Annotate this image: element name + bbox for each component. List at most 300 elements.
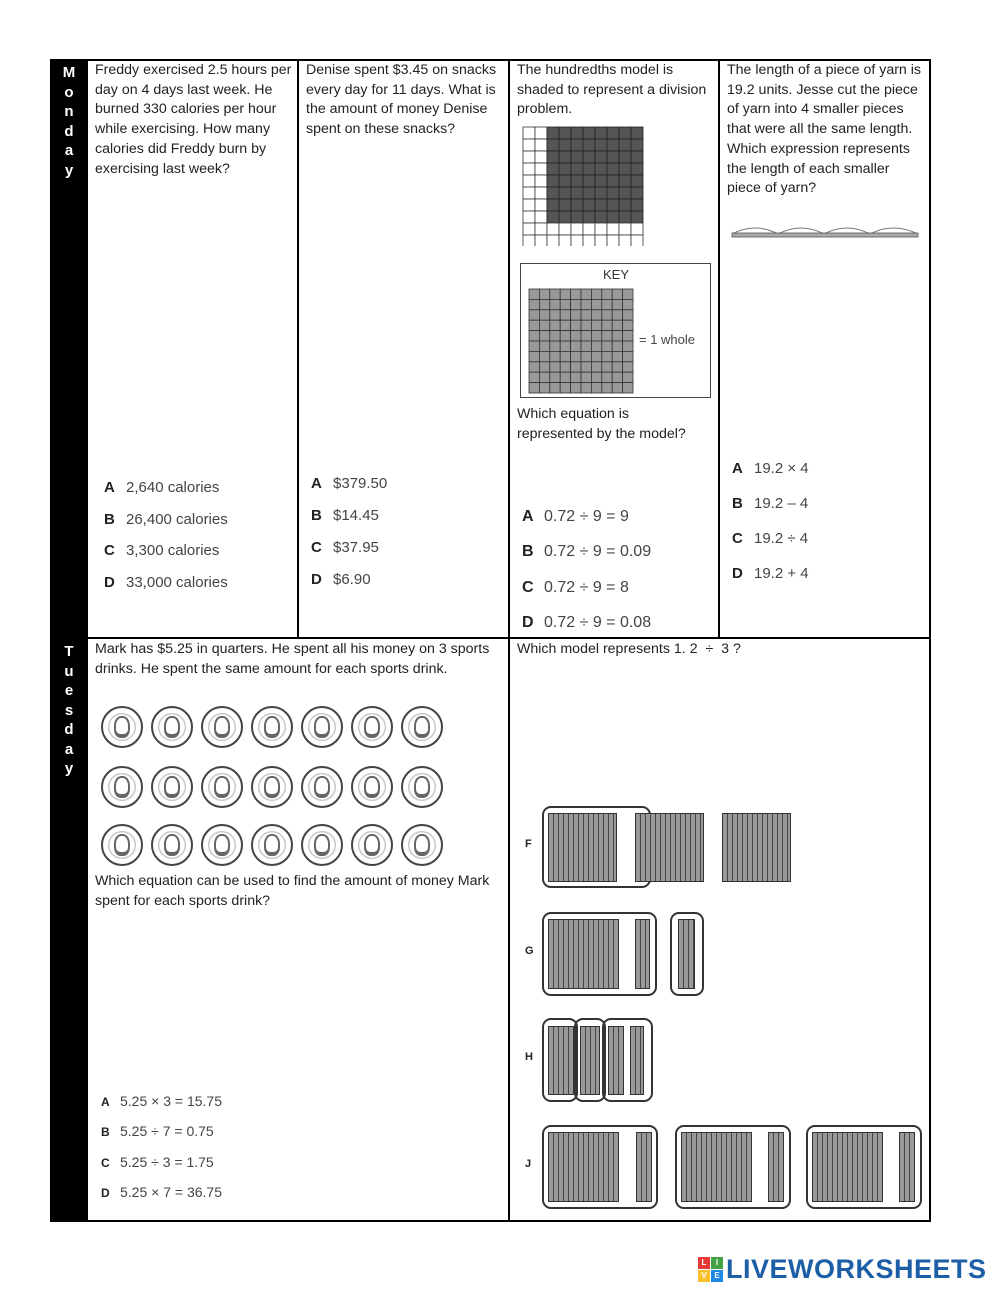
grid-cell <box>591 341 601 351</box>
grid-cell <box>523 139 535 151</box>
grid-cell <box>619 223 631 235</box>
grid-cell <box>559 175 571 187</box>
grid-cell <box>595 163 607 175</box>
grid-cell <box>607 151 619 163</box>
grid-cell <box>535 139 547 151</box>
grid-cell <box>631 211 643 223</box>
quarter-coin <box>251 766 293 808</box>
logo-badge <box>698 1257 724 1283</box>
tuesday-q2-text: Which model represents 1. 2 ÷ 3 ? <box>517 641 741 657</box>
option-b[interactable]: B $14.45 <box>311 507 379 524</box>
yarn-diagram <box>730 220 922 240</box>
base-ten-flat <box>681 1132 752 1202</box>
grid-cell <box>547 223 559 235</box>
quarter-coin <box>301 824 343 866</box>
hundredths-model-grid <box>522 126 644 246</box>
logo-badge-square: I <box>711 1257 723 1269</box>
monday-day-label <box>50 60 88 638</box>
grid-cell <box>550 320 560 330</box>
base-ten-rod <box>580 1026 600 1095</box>
grid-cell <box>571 310 581 320</box>
key-label: = 1 whole <box>639 332 696 347</box>
grid-cell <box>535 223 547 235</box>
grid-cell <box>560 331 570 341</box>
grid-cell <box>559 187 571 199</box>
grid-cell <box>571 320 581 330</box>
grid-cell <box>602 310 612 320</box>
grid-cell <box>529 351 539 361</box>
quarter-coin <box>351 824 393 866</box>
grid-cell <box>560 289 570 299</box>
grid-cell <box>619 151 631 163</box>
quarter-coin <box>201 824 243 866</box>
grid-cell <box>631 187 643 199</box>
base-ten-rod <box>636 1132 652 1202</box>
day-letter: u <box>64 662 74 680</box>
grid-cell <box>623 331 633 341</box>
grid-cell <box>571 211 583 223</box>
grid-cell <box>571 175 583 187</box>
grid-cell <box>602 351 612 361</box>
grid-cell <box>523 199 535 211</box>
base-ten-rod <box>678 919 695 989</box>
day-letter: o <box>64 83 74 101</box>
base-ten-flat <box>548 813 617 882</box>
logo-badge-square: L <box>698 1257 710 1269</box>
quarter-coin <box>201 766 243 808</box>
base-ten-rod <box>899 1132 915 1202</box>
grid-cell <box>560 383 570 393</box>
grid-cell <box>602 372 612 382</box>
option-c[interactable]: C 0.72 ÷ 9 = 8 <box>522 579 629 596</box>
grid-cell <box>595 235 607 246</box>
base-ten-flat <box>548 919 619 989</box>
grid-cell <box>539 372 549 382</box>
monday-q2-text: Denise spent $3.45 on snacks every day for 11 days. What is the amount of money Denise spent on these snacks? <box>306 62 497 138</box>
day-letter: s <box>64 701 74 719</box>
grid-cell <box>571 362 581 372</box>
option-a[interactable]: A 0.72 ÷ 9 = 9 <box>522 508 629 525</box>
base-ten-rod <box>630 1026 644 1095</box>
option-b[interactable]: B 26,400 calories <box>104 511 228 528</box>
grid-cell <box>535 175 547 187</box>
grid-cell <box>547 175 559 187</box>
grid-cell <box>607 127 619 139</box>
grid-cell <box>607 187 619 199</box>
grid-cell <box>581 299 591 309</box>
grid-cell <box>595 151 607 163</box>
grid-cell <box>550 383 560 393</box>
grid-cell <box>539 299 549 309</box>
grid-cell <box>607 163 619 175</box>
grid-cell <box>571 372 581 382</box>
base-ten-rod <box>635 919 650 989</box>
model-f-label: F <box>525 838 532 850</box>
option-c[interactable]: C 3,300 calories <box>104 542 220 559</box>
grid-cell <box>560 299 570 309</box>
grid-cell <box>581 289 591 299</box>
grid-cell <box>631 127 643 139</box>
base-ten-flat <box>635 813 704 882</box>
grid-cell <box>547 139 559 151</box>
base-ten-rod <box>548 1026 574 1095</box>
grid-cell <box>623 372 633 382</box>
day-letter: d <box>64 721 74 738</box>
grid-cell <box>631 235 643 246</box>
grid-cell <box>560 351 570 361</box>
grid-cell <box>591 372 601 382</box>
grid-cell <box>595 223 607 235</box>
grid-cell <box>581 331 591 341</box>
base-ten-flat <box>722 813 791 882</box>
grid-cell <box>619 175 631 187</box>
grid-cell <box>571 199 583 211</box>
grid-cell <box>539 383 549 393</box>
grid-cell <box>595 127 607 139</box>
option-a[interactable]: A 5.25 × 3 = 15.75 <box>101 1093 222 1109</box>
grid-cell <box>612 289 622 299</box>
model-h-label: H <box>525 1051 533 1063</box>
grid-cell <box>595 175 607 187</box>
grid-cell <box>529 299 539 309</box>
grid-cell <box>591 362 601 372</box>
grid-cell <box>539 341 549 351</box>
grid-cell <box>539 320 549 330</box>
grid-cell <box>571 223 583 235</box>
base-ten-rod <box>608 1026 624 1095</box>
grid-cell <box>529 383 539 393</box>
grid-cell <box>631 199 643 211</box>
grid-cell <box>560 341 570 351</box>
grid-cell <box>571 299 581 309</box>
grid-cell <box>583 211 595 223</box>
grid-cell <box>571 187 583 199</box>
option-a[interactable]: A $379.50 <box>311 475 388 492</box>
grid-cell <box>581 341 591 351</box>
tuesday-q1-text: Mark has $5.25 in quarters. He spent all his money on 3 sports drinks. He spent the same amount for each sports drink. <box>95 641 490 677</box>
grid-cell <box>612 299 622 309</box>
grid-cell <box>602 341 612 351</box>
quarter-coin <box>151 766 193 808</box>
option-a[interactable]: A 19.2 × 4 <box>732 460 809 477</box>
grid-cell <box>591 383 601 393</box>
key-title: KEY <box>602 267 629 282</box>
grid-cell <box>583 127 595 139</box>
option-a[interactable]: A 2,640 calories <box>104 479 220 496</box>
logo-text: LIVEWORKSHEETS <box>726 1254 987 1284</box>
option-c[interactable]: C 19.2 ÷ 4 <box>732 530 809 547</box>
grid-cell <box>619 163 631 175</box>
day-letter: y <box>64 760 74 777</box>
grid-cell <box>591 351 601 361</box>
grid-cell <box>619 211 631 223</box>
grid-cell <box>571 163 583 175</box>
monday-q3-text: The hundredths model is shaded to represent a division problem. <box>517 62 707 118</box>
day-letter: a <box>64 142 74 159</box>
grid-cell <box>583 163 595 175</box>
grid-cell <box>623 351 633 361</box>
quarter-coin <box>201 706 243 748</box>
model-j-label: J <box>525 1158 532 1170</box>
grid-cell <box>523 187 535 199</box>
day-letter: a <box>64 740 74 758</box>
grid-cell <box>535 127 547 139</box>
row-divider <box>50 637 931 639</box>
grid-cell <box>550 351 560 361</box>
model-g-label: G <box>525 945 534 957</box>
quarter-coin <box>351 706 393 748</box>
grid-cell <box>560 310 570 320</box>
grid-cell <box>559 199 571 211</box>
grid-cell <box>559 163 571 175</box>
col-divider-2 <box>508 59 510 1222</box>
col-divider-3 <box>718 59 720 638</box>
option-b[interactable]: B 5.25 ÷ 7 = 0.75 <box>101 1123 214 1139</box>
key-box <box>520 263 711 398</box>
quarter-coin <box>351 766 393 808</box>
grid-cell <box>631 223 643 235</box>
grid-cell <box>631 139 643 151</box>
grid-cell <box>523 163 535 175</box>
quarter-coin <box>301 766 343 808</box>
logo-badge-square: E <box>711 1270 723 1282</box>
grid-cell <box>535 235 547 246</box>
grid-cell <box>523 127 535 139</box>
quarter-coin <box>401 824 443 866</box>
grid-cell <box>571 341 581 351</box>
grid-cell <box>550 299 560 309</box>
option-c[interactable]: C $37.95 <box>311 539 379 556</box>
grid-cell <box>539 310 549 320</box>
day-letter: T <box>64 643 74 660</box>
tuesday-day-label <box>50 639 88 1222</box>
monday-q1-text: Freddy exercised 2.5 hours per day on 4 days last week. He burned 330 calories per hour while exercising. How many calories did Freddy burn by exercising last week? <box>95 62 292 177</box>
day-letter: e <box>64 682 74 699</box>
monday-q4-text: The length of a piece of yarn is 19.2 units. Jesse cut the piece of yarn into 4 smaller pieces that were all the same length. Which expression represents the length of each smaller piece of yarn? <box>727 62 922 197</box>
day-letter: M <box>62 64 76 81</box>
grid-cell <box>591 331 601 341</box>
grid-cell <box>539 289 549 299</box>
grid-cell <box>581 362 591 372</box>
grid-cell <box>623 362 633 372</box>
grid-cell <box>529 331 539 341</box>
grid-cell <box>631 175 643 187</box>
grid-cell <box>547 199 559 211</box>
grid-cell <box>560 372 570 382</box>
base-ten-flat <box>812 1132 883 1202</box>
grid-cell <box>595 187 607 199</box>
grid-cell <box>559 211 571 223</box>
grid-cell <box>623 299 633 309</box>
grid-cell <box>612 331 622 341</box>
grid-cell <box>529 362 539 372</box>
grid-cell <box>529 310 539 320</box>
grid-cell <box>529 320 539 330</box>
grid-cell <box>581 351 591 361</box>
grid-cell <box>602 299 612 309</box>
grid-cell <box>623 320 633 330</box>
grid-cell <box>583 175 595 187</box>
quarter-coin <box>401 766 443 808</box>
grid-cell <box>559 139 571 151</box>
quarter-coin <box>301 706 343 748</box>
grid-cell <box>607 139 619 151</box>
quarter-coin <box>401 706 443 748</box>
grid-cell <box>550 331 560 341</box>
grid-cell <box>595 139 607 151</box>
grid-cell <box>523 223 535 235</box>
grid-cell <box>619 139 631 151</box>
grid-cell <box>619 199 631 211</box>
option-d[interactable]: D 0.72 ÷ 9 = 0.08 <box>522 614 652 631</box>
grid-cell <box>581 372 591 382</box>
grid-cell <box>571 289 581 299</box>
day-letter: d <box>64 122 74 140</box>
grid-cell <box>581 320 591 330</box>
grid-cell <box>581 310 591 320</box>
grid-cell <box>560 320 570 330</box>
grid-cell <box>583 139 595 151</box>
grid-cell <box>623 289 633 299</box>
col-divider-1 <box>297 59 299 638</box>
grid-cell <box>591 320 601 330</box>
grid-cell <box>539 351 549 361</box>
grid-cell <box>602 320 612 330</box>
grid-cell <box>535 151 547 163</box>
day-letter: y <box>64 161 74 179</box>
grid-cell <box>559 223 571 235</box>
grid-cell <box>607 211 619 223</box>
grid-cell <box>535 199 547 211</box>
grid-cell <box>607 235 619 246</box>
grid-cell <box>607 199 619 211</box>
grid-cell <box>612 383 622 393</box>
grid-cell <box>523 235 535 246</box>
grid-cell <box>547 235 559 246</box>
logo-badge-square: V <box>698 1270 710 1282</box>
quarter-coin <box>101 824 143 866</box>
grid-cell <box>571 331 581 341</box>
grid-cell <box>623 310 633 320</box>
grid-cell <box>539 331 549 341</box>
grid-cell <box>612 351 622 361</box>
grid-cell <box>535 187 547 199</box>
base-ten-flat <box>548 1132 619 1202</box>
option-b[interactable]: B 19.2 – 4 <box>732 495 809 512</box>
grid-cell <box>571 151 583 163</box>
grid-cell <box>550 289 560 299</box>
quarter-coin <box>251 706 293 748</box>
option-b[interactable]: B 0.72 ÷ 9 = 0.09 <box>522 543 652 560</box>
option-d[interactable]: D 33,000 calories <box>104 574 228 591</box>
grid-cell <box>571 235 583 246</box>
grid-cell <box>612 372 622 382</box>
grid-cell <box>583 199 595 211</box>
grid-cell <box>591 310 601 320</box>
quarter-coin <box>151 706 193 748</box>
grid-cell <box>602 331 612 341</box>
monday-q3-prompt: Which equation is represented by the model? <box>517 406 686 442</box>
grid-cell <box>529 372 539 382</box>
grid-cell <box>547 187 559 199</box>
grid-cell <box>571 351 581 361</box>
grid-cell <box>607 223 619 235</box>
quarter-coin <box>151 824 193 866</box>
quarter-coin <box>101 706 143 748</box>
grid-cell <box>619 235 631 246</box>
quarter-coin <box>101 766 143 808</box>
grid-cell <box>602 362 612 372</box>
grid-cell <box>571 383 581 393</box>
grid-cell <box>595 211 607 223</box>
grid-cell <box>559 235 571 246</box>
grid-cell <box>559 151 571 163</box>
grid-cell <box>550 341 560 351</box>
tuesday-q1-prompt: Which equation can be used to find the amount of money Mark spent for each sports drink? <box>95 873 490 909</box>
key-whole-grid <box>528 288 634 394</box>
grid-cell <box>631 151 643 163</box>
option-c[interactable]: C 5.25 ÷ 3 = 1.75 <box>101 1154 214 1170</box>
day-letter: n <box>64 103 74 120</box>
grid-cell <box>547 151 559 163</box>
grid-cell <box>612 310 622 320</box>
grid-cell <box>560 362 570 372</box>
option-d[interactable]: D 5.25 × 7 = 36.75 <box>101 1184 222 1200</box>
grid-cell <box>571 127 583 139</box>
grid-cell <box>547 163 559 175</box>
grid-cell <box>529 289 539 299</box>
grid-cell <box>523 151 535 163</box>
base-ten-rod <box>768 1132 784 1202</box>
grid-cell <box>591 299 601 309</box>
grid-cell <box>612 341 622 351</box>
table-bottom-border <box>50 1220 931 1222</box>
option-d[interactable]: D $6.90 <box>311 571 371 588</box>
grid-cell <box>550 362 560 372</box>
grid-cell <box>550 372 560 382</box>
grid-cell <box>619 187 631 199</box>
grid-cell <box>631 163 643 175</box>
grid-cell <box>583 187 595 199</box>
grid-cell <box>559 127 571 139</box>
grid-cell <box>583 223 595 235</box>
grid-cell <box>583 151 595 163</box>
grid-cell <box>612 362 622 372</box>
grid-cell <box>623 383 633 393</box>
grid-cell <box>619 127 631 139</box>
grid-cell <box>581 383 591 393</box>
grid-cell <box>571 139 583 151</box>
grid-cell <box>535 163 547 175</box>
grid-cell <box>523 175 535 187</box>
grid-cell <box>583 235 595 246</box>
grid-cell <box>612 320 622 330</box>
grid-cell <box>547 127 559 139</box>
grid-cell <box>607 175 619 187</box>
grid-cell <box>523 211 535 223</box>
grid-cell <box>602 383 612 393</box>
grid-cell <box>547 211 559 223</box>
grid-cell <box>529 341 539 351</box>
quarter-coin <box>251 824 293 866</box>
grid-cell <box>535 211 547 223</box>
grid-cell <box>602 289 612 299</box>
grid-cell <box>623 341 633 351</box>
option-d[interactable]: D 19.2 + 4 <box>732 565 809 582</box>
table-right-border <box>929 59 931 1222</box>
grid-cell <box>591 289 601 299</box>
grid-cell <box>539 362 549 372</box>
